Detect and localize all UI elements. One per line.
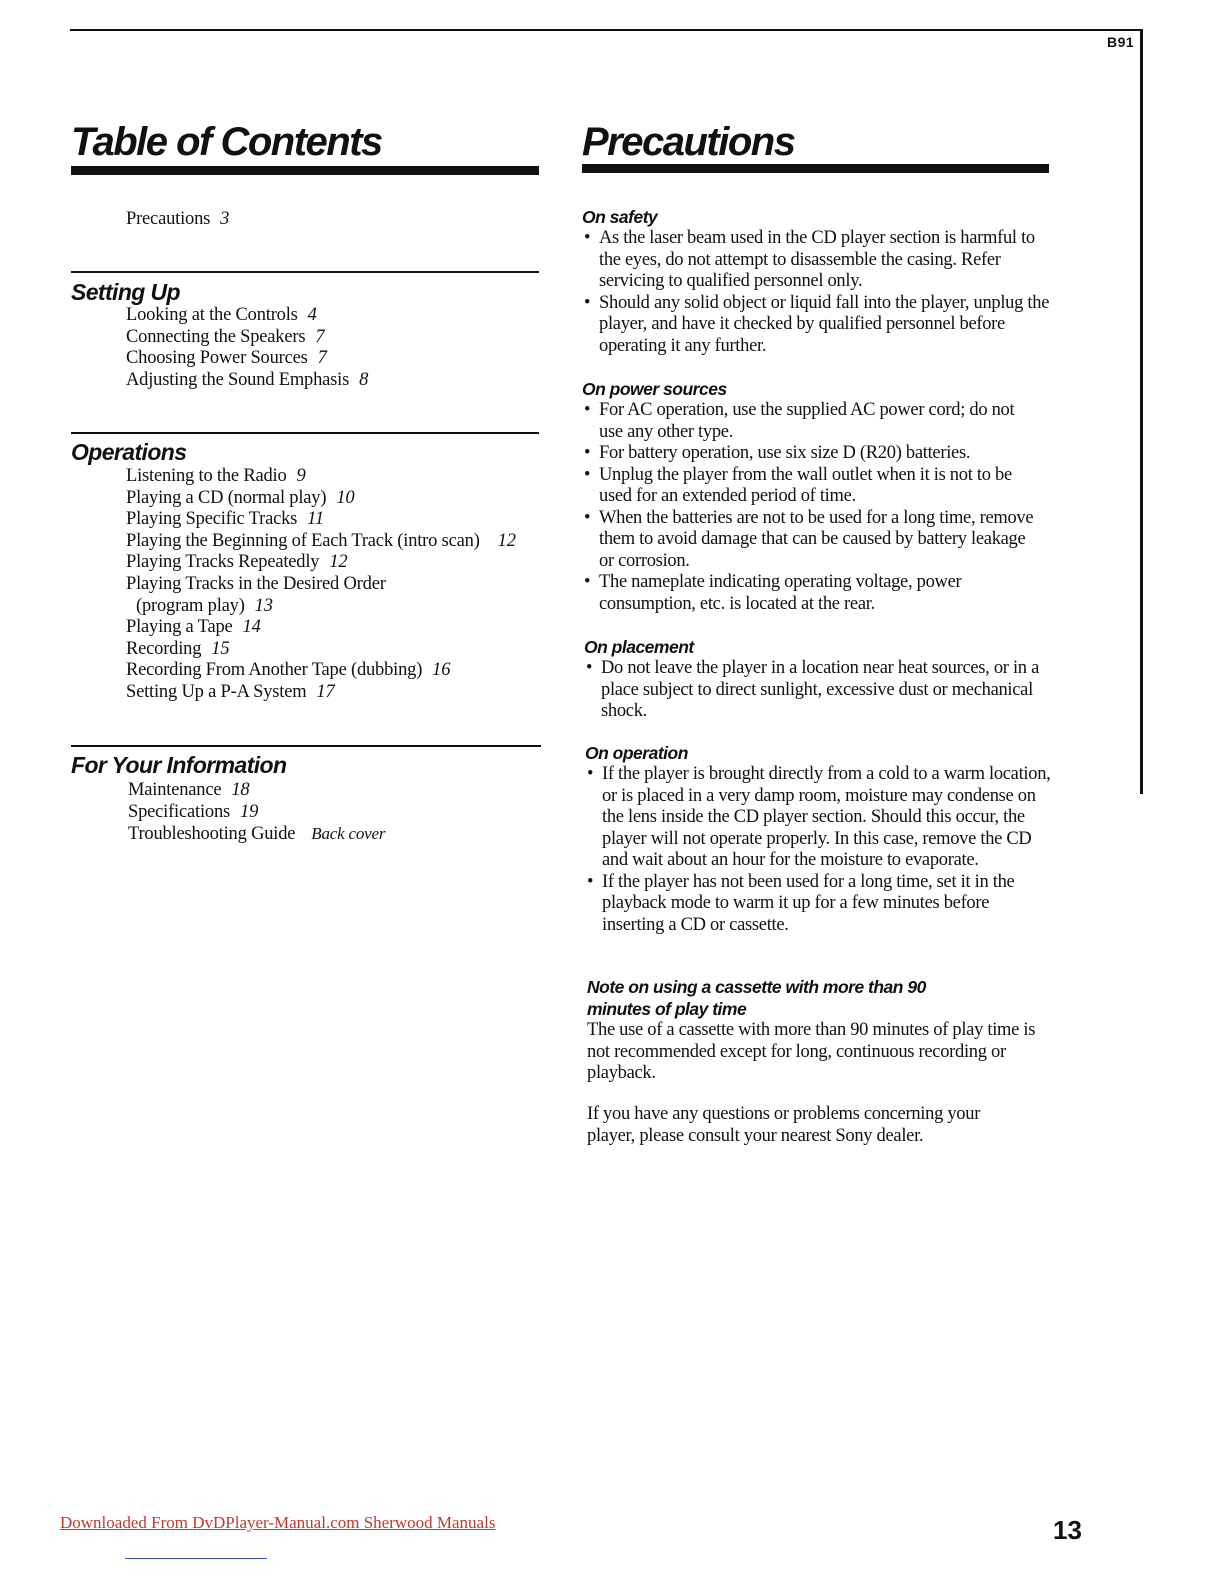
subheading-operation: On operation — [585, 743, 688, 763]
subheading-power: On power sources — [582, 379, 727, 399]
placement-bullets — [584, 658, 1054, 723]
bullet-item: • For AC operation, use the supplied AC power cord; do not use any other type. — [582, 400, 1042, 443]
toc-item[interactable]: Playing the Beginning of Each Track (intro scan) 12 — [126, 530, 516, 551]
model-code: B91 — [1107, 34, 1135, 50]
toc-list-info — [128, 780, 385, 846]
toc-item[interactable]: Troubleshooting Guide Back cover — [128, 824, 386, 845]
toc-intro — [126, 209, 229, 231]
toc-item[interactable]: Looking at the Controls 4 — [126, 305, 317, 325]
toc-item[interactable]: Recording 15 — [126, 638, 230, 659]
note-text: The use of a cassette with more than 90 minutes of play time is not recommended except for long, continuous recording or playback. — [587, 1020, 1036, 1083]
section-note — [587, 976, 1059, 1085]
power-bullets — [582, 400, 1042, 615]
toc-item-precautions[interactable]: Precautions 3 — [126, 209, 230, 229]
note-heading-line2: minutes of play time — [587, 999, 747, 1019]
section-rule-setting-up — [71, 271, 539, 273]
toc-item[interactable]: Listening to the Radio 9 — [126, 466, 306, 486]
toc-item[interactable]: Playing Tracks in the Desired Order — [126, 573, 386, 594]
bullet-item: • For battery operation, use six size D (R20) batteries. — [582, 443, 1042, 465]
note-heading-line1: Note on using a cassette with more than 90 — [587, 977, 926, 997]
top-rule — [70, 29, 1142, 31]
section-operation — [585, 742, 1053, 936]
section-heading-info: For Your Information — [71, 752, 287, 778]
bullet-item: • Do not leave the player in a location near heat sources, or in a place subject to direct sunlight, excessive dust or mechanical shock. — [584, 658, 1054, 723]
toc-list-setting-up — [126, 305, 368, 391]
toc-title-bar — [71, 166, 539, 175]
precautions-title: Precautions — [582, 120, 795, 164]
download-link[interactable]: Downloaded From DvDPlayer-Manual.com Sherwood Manuals — [60, 1513, 496, 1532]
toc-title: Table of Contents — [71, 120, 382, 164]
toc-item[interactable]: Specifications 19 — [128, 801, 259, 822]
section-safety — [582, 206, 1052, 357]
operation-bullets — [585, 764, 1053, 936]
subheading-safety: On safety — [582, 207, 658, 227]
toc-item[interactable]: Playing Specific Tracks 11 — [126, 509, 324, 530]
toc-item[interactable]: Connecting the Speakers 7 — [126, 326, 325, 347]
toc-item[interactable]: Setting Up a P-A System 17 — [126, 681, 335, 702]
toc-item[interactable]: Maintenance 18 — [128, 780, 250, 800]
page-number: 13 — [1053, 1515, 1082, 1545]
toc-item[interactable]: Playing a CD (normal play) 10 — [126, 487, 355, 508]
safety-bullets — [582, 228, 1052, 357]
section-placement — [584, 636, 1054, 723]
toc-item[interactable]: Playing a Tape 14 — [126, 617, 261, 638]
section-rule-operations — [71, 432, 539, 434]
toc-item[interactable]: Recording From Another Tape (dubbing) 16 — [126, 660, 451, 681]
toc-item[interactable]: Choosing Power Sources 7 — [126, 348, 327, 369]
closing-text: If you have any questions or problems concerning your player, please consult your nearest Sony dealer. — [587, 1104, 981, 1146]
bullet-item: • Should any solid object or liquid fall into the player, unplug the player, and have it checked by qualified personnel before operating it any further. — [582, 293, 1052, 358]
section-power — [582, 378, 1042, 615]
toc-list-operations — [126, 466, 516, 704]
bullet-item: • Unplug the player from the wall outlet when it is not to be used for an extended period of time. — [582, 465, 1042, 508]
toc-item[interactable]: Adjusting the Sound Emphasis 8 — [126, 369, 369, 390]
link-underline — [125, 1558, 267, 1559]
section-rule-info — [71, 745, 541, 747]
toc-item[interactable]: Playing Tracks Repeatedly 12 — [126, 552, 348, 573]
bullet-item: • The nameplate indicating operating voltage, power consumption, etc. is located at the rear. — [582, 572, 1042, 615]
section-heading-setting-up: Setting Up — [71, 279, 180, 305]
toc-item-continuation[interactable]: (program play) 13 — [136, 595, 273, 616]
bullet-item: • When the batteries are not to be used for a long time, remove them to avoid damage that can be caused by battery leakage or corrosion. — [582, 508, 1042, 573]
precautions-title-bar — [582, 164, 1049, 173]
section-heading-operations: Operations — [71, 439, 187, 465]
bullet-item: • If the player is brought directly from a cold to a warm location, or is placed in a very damp room, moisture may condense on the lens inside the CD player section. Should this occur, the player will not operate properly. In this case, remove the CD and wait about an hour for the moisture to evaporate. — [585, 764, 1053, 872]
subheading-placement: On placement — [584, 637, 694, 657]
right-margin-rule — [1140, 29, 1143, 794]
bullet-item: • If the player has not been used for a long time, set it in the playback mode to warm it up for a few minutes before inserting a CD or cassette. — [585, 872, 1053, 937]
bullet-item: • As the laser beam used in the CD player section is harmful to the eyes, do not attempt to disassemble the casing. Refer servicing to qualified personnel only. — [582, 228, 1052, 293]
